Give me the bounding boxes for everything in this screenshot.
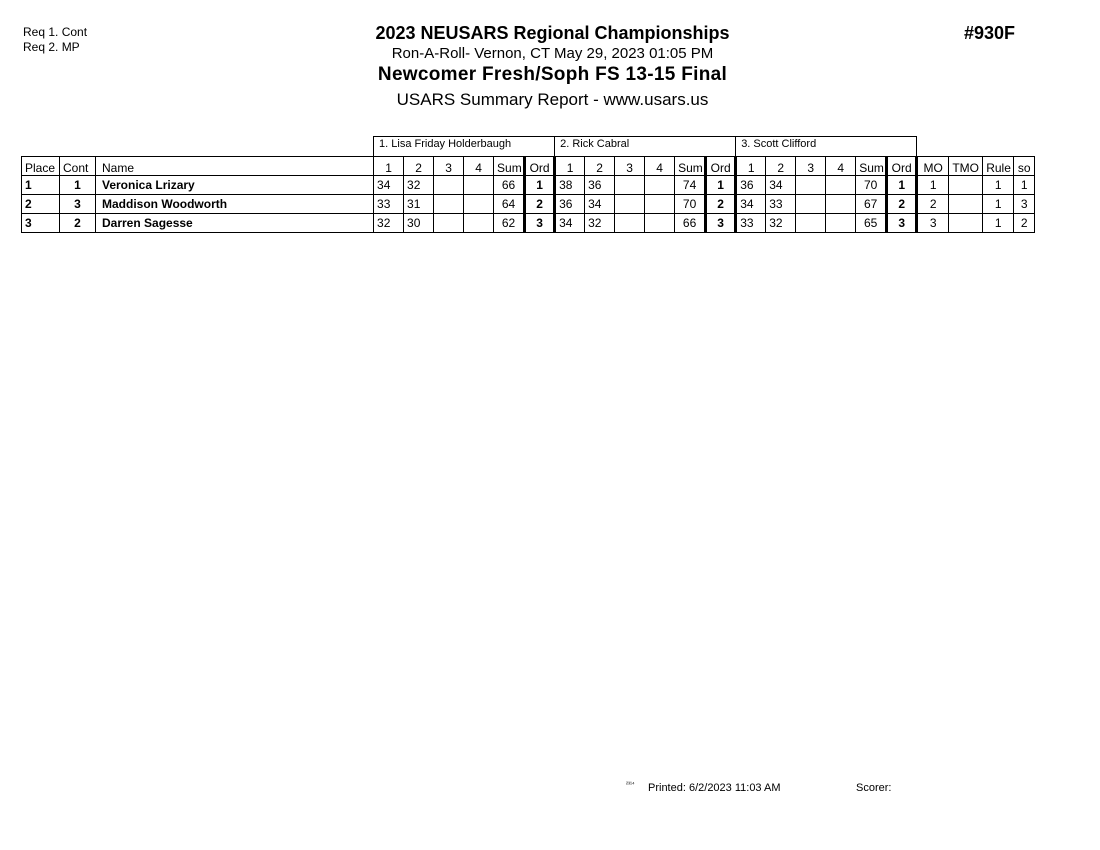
col-j1-score-1: 1 [374,157,404,176]
col-cont: Cont [60,157,96,176]
score-cell [645,176,675,195]
score-cell [796,195,826,214]
col-j2-score-2: 2 [585,157,615,176]
score-cell: 33 [766,195,796,214]
place-cell: 1 [22,176,60,195]
col-so: so [1014,157,1035,176]
judge-2-name: 2. Rick Cabral [555,137,736,157]
tmo-cell [949,195,983,214]
col-j1-score-3: 3 [434,157,464,176]
score-cell [796,214,826,233]
scorer-label: Scorer: [856,782,892,794]
score-cell: 36 [736,176,766,195]
score-cell [645,195,675,214]
score-cell [645,214,675,233]
score-cell [826,195,856,214]
sum-cell: 67 [856,195,887,214]
sum-cell: 66 [494,176,525,195]
event-number: #930F [964,23,1016,43]
sum-cell: 70 [856,176,887,195]
ord-cell: 1 [525,176,555,195]
ord-cell: 2 [887,195,917,214]
score-cell: 34 [374,176,404,195]
ord-cell: 1 [706,176,736,195]
col-j1-score-4: 4 [464,157,494,176]
tmo-cell [949,176,983,195]
score-cell: 34 [585,195,615,214]
ord-cell: 3 [525,214,555,233]
col-j3-score-3: 3 [796,157,826,176]
ord-cell: 2 [525,195,555,214]
col-j1-sum: Sum [494,157,525,176]
score-cell [464,214,494,233]
col-j2-score-4: 4 [645,157,675,176]
cont-cell: 1 [60,176,96,195]
cont-cell: 3 [60,195,96,214]
score-cell [434,214,464,233]
mo-cell: 1 [917,176,949,195]
col-j3-score-4: 4 [826,157,856,176]
col-j2-score-3: 3 [615,157,645,176]
col-mo: MO [917,157,949,176]
col-j2-sum: Sum [675,157,706,176]
score-cell [615,214,645,233]
score-cell [826,214,856,233]
ord-cell: 2 [706,195,736,214]
score-cell: 34 [766,176,796,195]
score-cell [434,195,464,214]
so-cell: 3 [1014,195,1035,214]
requirement-1: Req 1. Cont [23,25,88,39]
event-title: Newcomer Fresh/Soph FS 13-15 Final [377,64,728,85]
table-row [22,214,1035,233]
col-j1-ord: Ord [525,157,555,176]
skater-name: Maddison Woodworth [96,195,374,214]
so-cell: 1 [1014,176,1035,195]
score-cell: 34 [736,195,766,214]
so-cell: 2 [1014,214,1035,233]
skater-name: Veronica Lrizary [96,176,374,195]
col-j2-score-1: 1 [555,157,585,176]
sum-cell: 65 [856,214,887,233]
cont-cell: 2 [60,214,96,233]
score-cell [615,195,645,214]
column-header-row [22,157,1035,176]
rule-cell: 1 [983,176,1014,195]
ord-cell: 3 [706,214,736,233]
score-cell [796,176,826,195]
mo-cell: 3 [917,214,949,233]
score-cell: 32 [404,176,434,195]
sum-cell: 74 [675,176,706,195]
sum-cell: 66 [675,214,706,233]
score-cell: 32 [374,214,404,233]
place-cell: 2 [22,195,60,214]
judge-1-name: 1. Lisa Friday Holderbaugh [374,137,555,157]
col-place: Place [22,157,60,176]
score-cell [464,176,494,195]
sum-cell: 64 [494,195,525,214]
score-cell: 33 [374,195,404,214]
score-cell: 31 [404,195,434,214]
col-j2-ord: Ord [706,157,736,176]
skater-name: Darren Sagesse [96,214,374,233]
score-cell: 32 [585,214,615,233]
print-code: ²³¹⁴ [626,782,635,788]
col-rule: Rule [983,157,1014,176]
score-cell: 36 [585,176,615,195]
printed-timestamp: Printed: 6/2/2023 11:03 AM [648,782,781,794]
score-cell: 38 [555,176,585,195]
judge-3-name: 3. Scott Clifford [736,137,917,157]
ord-cell: 1 [887,176,917,195]
venue-datetime: Ron-A-Roll- Vernon, CT May 29, 2023 01:05 PM [391,45,714,62]
sum-cell: 70 [675,195,706,214]
score-cell [464,195,494,214]
mo-cell: 2 [917,195,949,214]
score-cell: 33 [736,214,766,233]
score-cell [615,176,645,195]
rule-cell: 1 [983,214,1014,233]
results-table [21,136,1035,233]
col-j3-score-1: 1 [736,157,766,176]
score-cell: 32 [766,214,796,233]
sum-cell: 62 [494,214,525,233]
report-title: USARS Summary Report - www.usars.us [396,90,709,109]
competition-title: 2023 NEUSARS Regional Championships [375,23,730,43]
score-cell: 30 [404,214,434,233]
col-j3-score-2: 2 [766,157,796,176]
score-cell: 36 [555,195,585,214]
col-tmo: TMO [949,157,983,176]
rule-cell: 1 [983,195,1014,214]
table-row [22,176,1035,195]
score-cell [826,176,856,195]
table-row [22,195,1035,214]
judge-header-row [22,137,1035,157]
col-j3-ord: Ord [887,157,917,176]
score-cell [434,176,464,195]
ord-cell: 3 [887,214,917,233]
col-name: Name [96,157,374,176]
place-cell: 3 [22,214,60,233]
col-j3-sum: Sum [856,157,887,176]
requirement-2: Req 2. MP [23,40,80,54]
col-j1-score-2: 2 [404,157,434,176]
score-cell: 34 [555,214,585,233]
tmo-cell [949,214,983,233]
